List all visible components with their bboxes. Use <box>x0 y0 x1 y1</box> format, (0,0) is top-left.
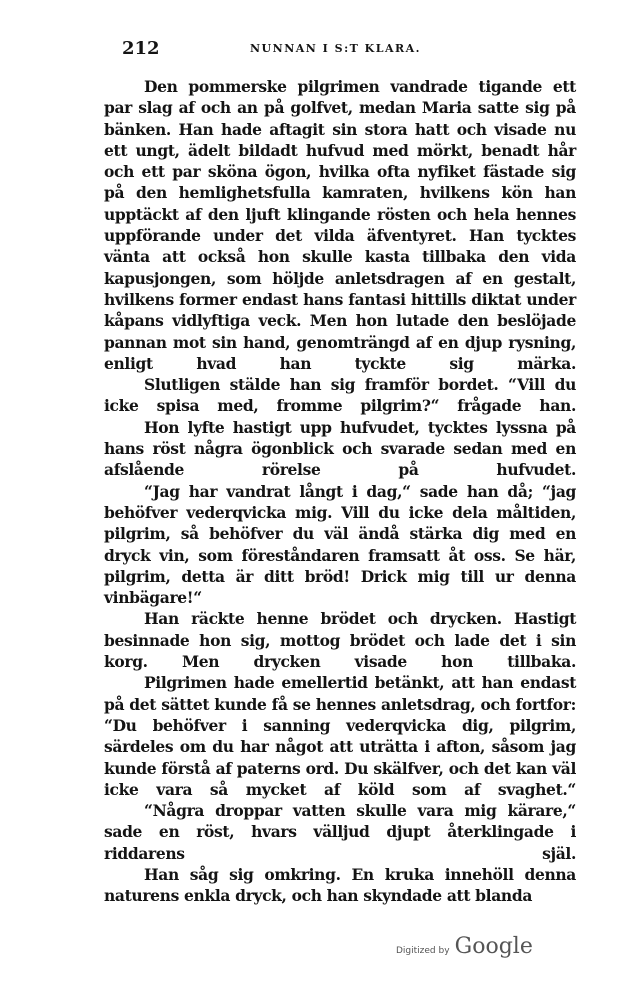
paragraph: Han räckte henne brödet och drycken. Hastigt besinnade hon sig, mottog brödet och lade det i sin korg. Men drycken visade hon tillbaka. <box>104 609 576 672</box>
paragraph: Hon lyfte hastigt upp hufvudet, tycktes lyssna på hans röst några ögonblick och svarade sedan med en afslående rörelse på hufvudet. <box>104 417 576 480</box>
google-logo: Google <box>454 934 533 959</box>
digitized-label: Digitized by <box>396 946 450 956</box>
body-text <box>104 76 576 907</box>
paragraph: Slutligen stälde han sig framför bordet. “Vill du icke spisa med, fromme pilgrim?“ frågade han. <box>104 375 576 416</box>
page-number: 212 <box>122 38 160 59</box>
page-header <box>122 38 452 62</box>
digitized-by-google-watermark <box>396 934 533 959</box>
paragraph: Han såg sig omkring. En kruka innehöll denna naturens enkla dryck, och han skyndade att blanda <box>104 864 576 906</box>
paragraph: “Några droppar vatten skulle vara mig kärare,“ sade en röst, hvars välljud djupt återklingade i riddarens själ. <box>104 801 576 863</box>
paragraph: Den pommerske pilgrimen vandrade tigande ett par slag af och an på golfvet, medan Maria satte sig på bänken. Han hade aftagit sin stora hatt och visade nu ett ungt, ädelt bildadt hufvud med mörkt, benadt hår och ett par sköna ögon, hvilka ofta nyfiket fästade sig på den hemlighetsfulla kamraten, hvilkens kön han upptäckt af den ljuft klingande rösten och hela hennes uppförande under det vilda äfventyret. Han tycktes vänta att också hon skulle kasta tillbaka den vida kapusjongen, som höljde anletsdragen af en gestalt, hvilkens former endast hans fantasi hittills diktat under kåpans vidlyftiga veck. Men hon lutade den beslöjade pannan mot sin hand, genomträngd af en djup rysning, enligt hvad han tyckte sig märka. <box>104 77 576 373</box>
running-title: NUNNAN I S:T KLARA. <box>250 42 422 55</box>
paragraph: Pilgrimen hade emellertid betänkt, att han endast på det sättet kunde få se hennes anletsdrag, och fortfor: “Du behöfver i sanning vederqvicka dig, pilgrim, särdeles om du har något att uträtta i afton, såsom jag kunde förstå af paterns ord. Du skälfver, och det kan väl icke vara så mycket af köld som af svaghet.“ <box>104 673 576 799</box>
paragraph: “Jag har vandrat långt i dag,“ sade han då; “jag behöfver vederqvicka mig. Vill du icke dela måltiden, pilgrim, så behöfver du väl ändå stärka dig med en dryck vin, som föreståndaren framsatt åt oss. Se här, pilgrim, detta är ditt bröd! Drick mig till ur denna vinbägare!“ <box>104 481 576 608</box>
